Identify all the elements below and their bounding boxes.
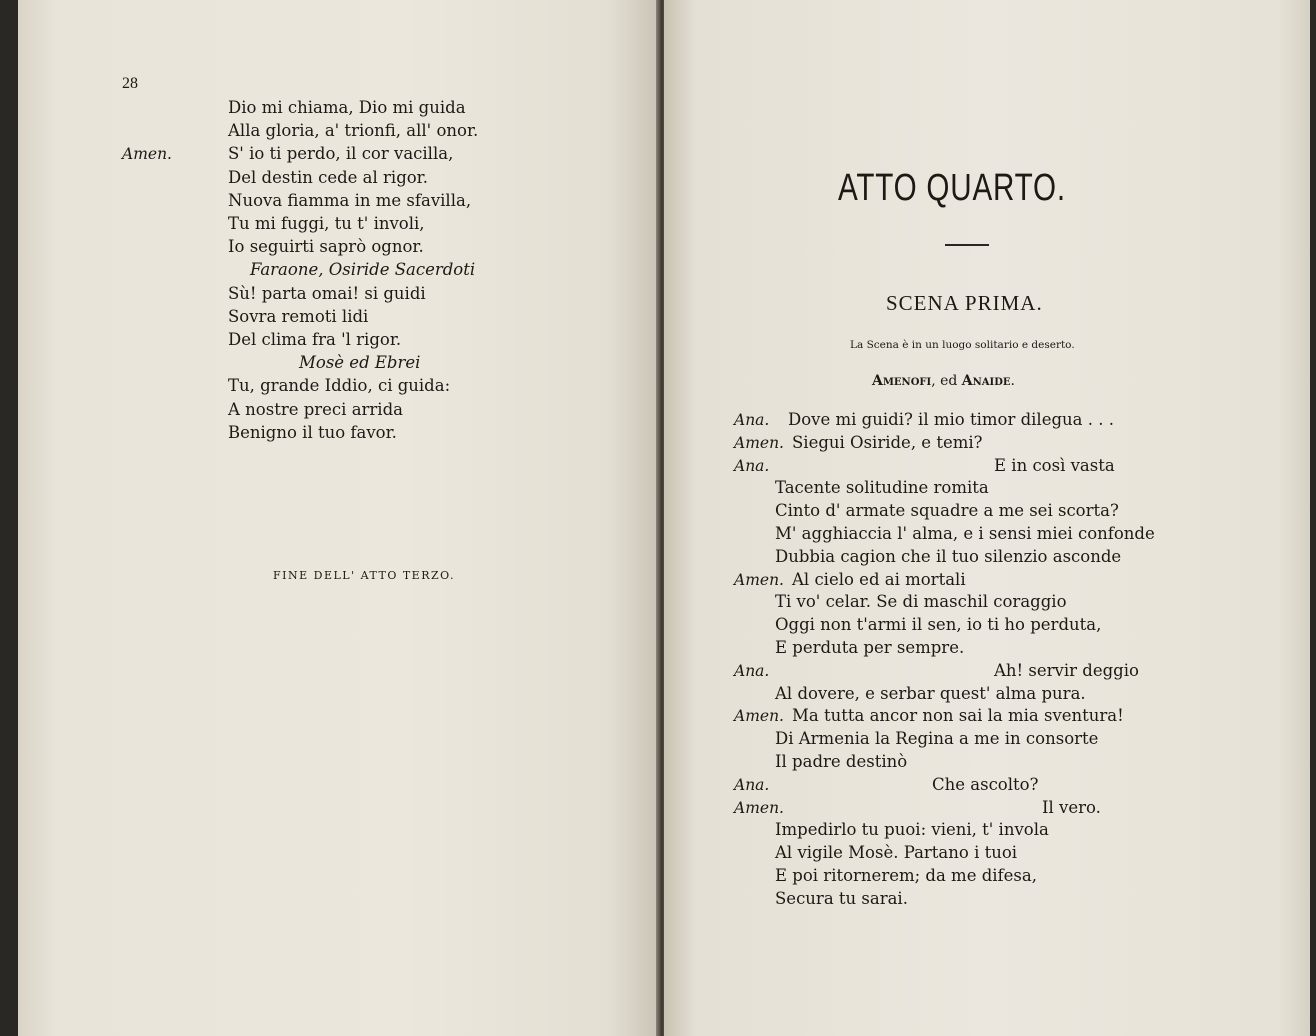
character-joiner: , ed: [931, 373, 962, 389]
dialogue-line: Siegui Osiride, e temi?: [792, 432, 983, 452]
dialogue-line: Al cielo ed ai mortali: [792, 569, 966, 589]
stage-direction: La Scena è in un luogo solitario e deserto.: [850, 339, 1075, 351]
dialogue-line: Di Armenia la Regina a me in consorte: [775, 729, 1099, 749]
verse-line: Benigno il tuo favor.: [228, 422, 397, 442]
dialogue-line: E perduta per sempre.: [775, 638, 965, 657]
character-amenofi: Amenofi: [872, 373, 932, 389]
dialogue-line: Il padre destinò: [775, 752, 908, 771]
verse-line: Del destin cede al rigor.: [228, 167, 429, 187]
dialogue-line: E in così vasta: [994, 455, 1115, 475]
page-number: 28: [122, 75, 138, 92]
dialogue-line: Al dovere, e serbar quest' alma pura.: [775, 683, 1086, 703]
act-title: ATTO QUARTO.: [838, 167, 1066, 209]
verse-line: Tu, grande Iddio, ci guida:: [228, 376, 451, 396]
dialogue-line: Che ascolto?: [932, 774, 1039, 794]
verse-line: Sovra remoti lidi: [228, 306, 369, 326]
dialogue-line: Il vero.: [1042, 797, 1101, 817]
character-anaide: Anaide: [961, 373, 1011, 389]
dialogue-line: Al vigile Mosè. Partano i tuoi: [775, 843, 1018, 863]
speaker-label: Ana.: [734, 456, 770, 475]
dialogue-line: Dove mi guidi? il mio timor dilegua . . .: [788, 410, 1114, 429]
stage-cue: Faraone, Osiride Sacerdoti: [250, 260, 476, 280]
speaker-label: Ana.: [734, 775, 770, 794]
left-page: [18, 0, 660, 1036]
dialogue-line: Dubbia cagion che il tuo silenzio asconde: [775, 546, 1122, 566]
verse-line: Io seguirti saprò ognor.: [228, 237, 424, 257]
scene-characters: [872, 371, 1015, 391]
dialogue-line: Ma tutta ancor non sai la mia sventura!: [792, 706, 1124, 726]
right-page: [664, 0, 1310, 1036]
dialogue-line: Ah! servir deggio: [994, 660, 1139, 680]
speaker-label: Ana.: [734, 411, 770, 429]
verse-line: Tu mi fuggi, tu t' involi,: [228, 214, 425, 233]
dialogue-line: Ti vo' celar. Se di maschil coraggio: [775, 592, 1067, 612]
verse-line: S' io ti perdo, il cor vacilla,: [228, 144, 454, 164]
dialogue-line: Cinto d' armate squadre a me sei scorta?: [775, 501, 1119, 521]
title-divider: [945, 244, 989, 246]
stage-cue: Mosè ed Ebrei: [299, 353, 421, 373]
speaker-label: Amen.: [734, 707, 784, 726]
character-end: .: [1010, 373, 1015, 389]
verse-line: Dio mi chiama, Dio mi guida: [228, 98, 466, 117]
speaker-label: Amen.: [734, 433, 784, 452]
verse-line: Alla gloria, a' trionfi, all' onor.: [228, 121, 479, 141]
speaker-label: Ana.: [734, 661, 770, 680]
dialogue-line: Tacente solitudine romita: [775, 478, 989, 498]
verse-line: Sù! parta omai! si guidi: [228, 283, 426, 303]
dialogue-line: Oggi non t'armi il sen, io ti ho perduta,: [775, 615, 1102, 635]
end-of-act-label: FINE DELL' ATTO TERZO.: [273, 569, 456, 582]
verse-line: Del clima fra 'l rigor.: [228, 330, 402, 349]
verse-line: Nuova fiamma in me sfavilla,: [228, 190, 472, 210]
dialogue-line: Secura tu sarai.: [775, 888, 908, 908]
dialogue-line: M' agghiaccia l' alma, e i sensi miei confonde: [775, 524, 1155, 543]
verse-line: A nostre preci arrida: [228, 399, 403, 419]
speaker-label: Amen.: [122, 145, 172, 164]
dialogue-line: Impedirlo tu puoi: vieni, t' invola: [775, 820, 1049, 840]
scene-title: SCENA PRIMA.: [886, 291, 1043, 315]
speaker-label: Amen.: [734, 798, 784, 817]
speaker-label: Amen.: [734, 570, 784, 589]
dialogue-line: E poi ritornerem; da me difesa,: [775, 866, 1037, 885]
